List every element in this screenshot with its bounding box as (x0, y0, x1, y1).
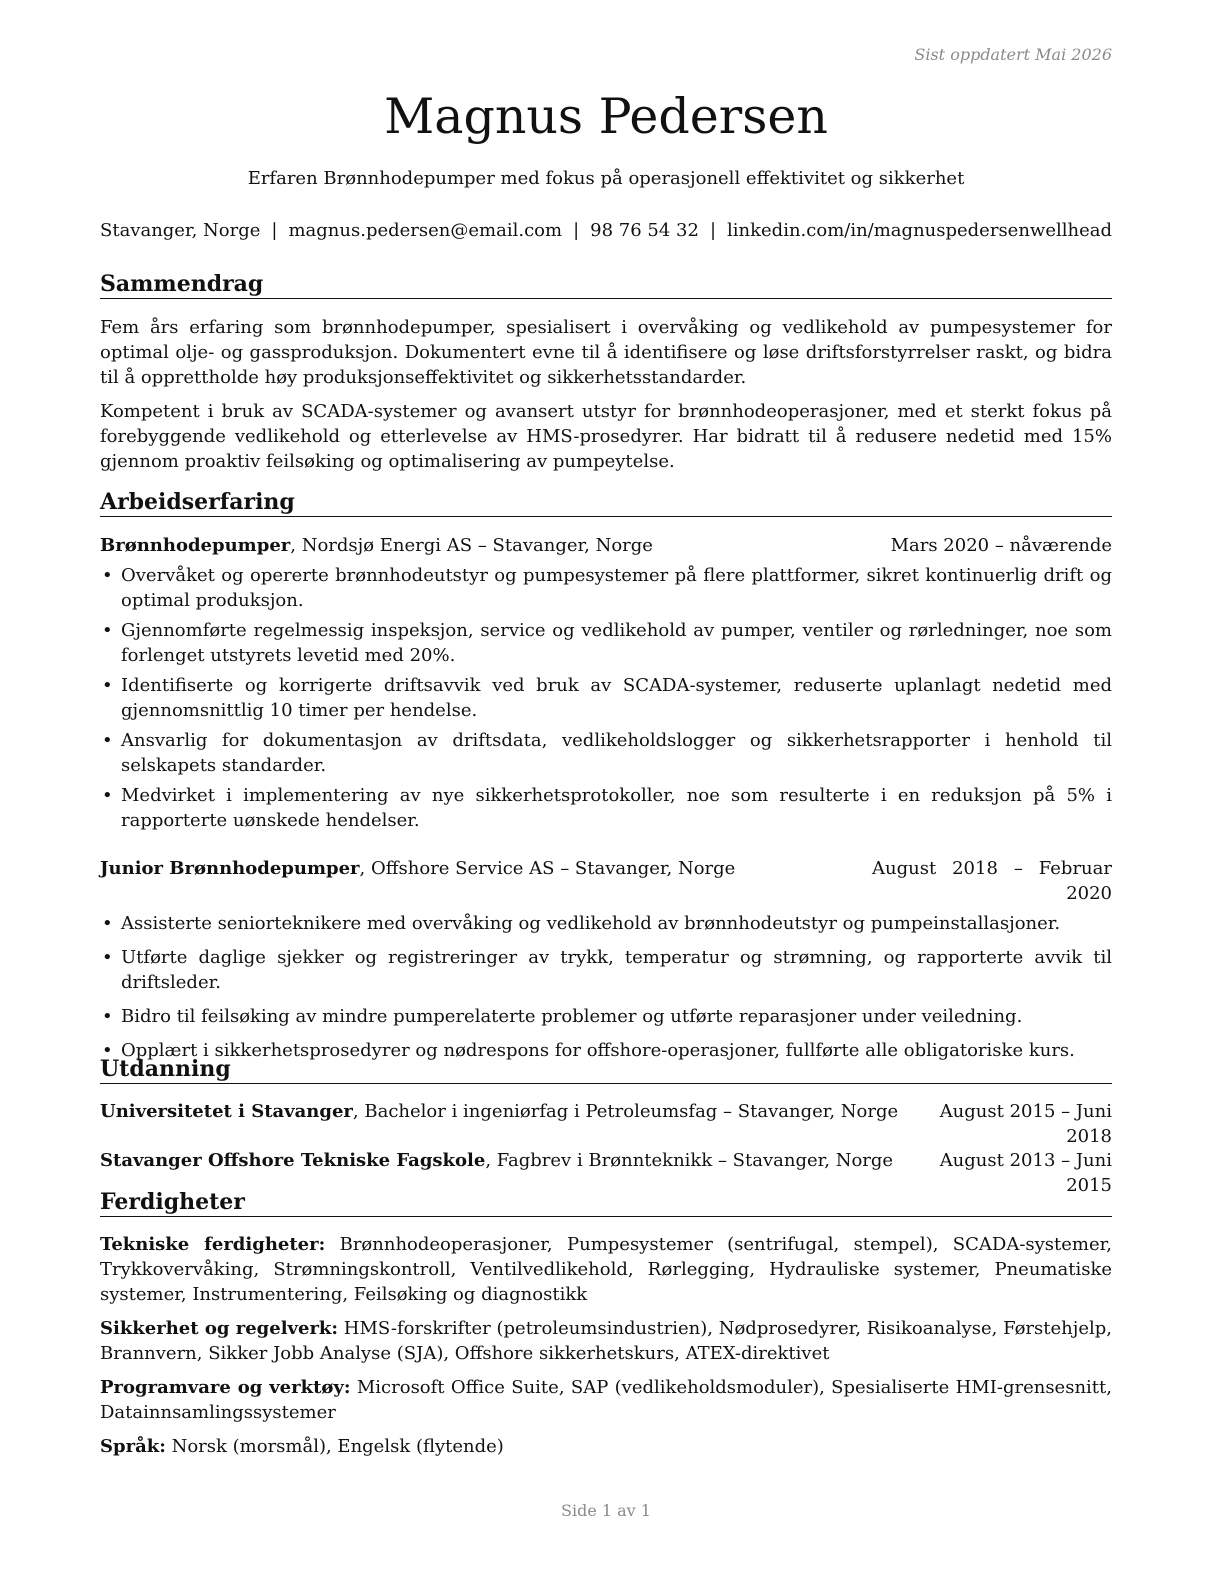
list-item: • Overvåket og opererte brønnhodeutstyr og pumpesystemer på flere plattformer, sikret kontinuerlig drift og optimal produksjon. (100, 563, 1112, 613)
skill-group (100, 1232, 1112, 1307)
skill-label: Tekniske ferdigheter: (100, 1234, 326, 1255)
skill-text: Norsk (morsmål), Engelsk (flytende) (165, 1436, 504, 1457)
education-school: Universitetet i Stavanger (100, 1101, 353, 1122)
education-degree: , Fagbrev i Brønnteknikk – Stavanger, Norge (485, 1150, 894, 1171)
contact-phone: 98 76 54 32 (590, 220, 699, 241)
contact-line (100, 219, 1112, 243)
skill-text: HMS-forskrifter (petroleumsindustrien), Nødprosedyrer, Risikoanalyse, Førstehjelp, Brannvern, Sikker Jobb Analyse (SJA), Offshore sikkerhetskurs, ATEX-direktivet (100, 1318, 1112, 1364)
job-role: Brønnhodepumper (100, 535, 291, 556)
skill-label: Sikkerhet og regelverk: (100, 1318, 339, 1339)
list-item: • Gjennomførte regelmessig inspeksjon, service og vedlikehold av pumper, ventiler og rørledninger, noe som forlenget utstyrets levetid med 20%. (100, 618, 1112, 668)
skill-label: Programvare og verktøy: (100, 1377, 351, 1398)
skill-text: Brønnhodeoperasjoner, Pumpesystemer (sentrifugal, stempel), SCADA-systemer, Trykkovervåking, Strømningskontroll, Ventilvedlikehold, Rørlegging, Hydrauliske systemer, Pneumatiske systemer, Instrumentering, Feilsøking og diagnostikk (100, 1234, 1112, 1305)
list-item: • Medvirket i implementering av nye sikkerhetsprotokoller, noe som resulterte i en reduksjon på 5% i rapporterte uønskede hendelser. (100, 783, 1112, 833)
job-title-line (100, 856, 735, 906)
education-dates: August 2015 – Juni 2018 (939, 1101, 1112, 1147)
resume-page (100, 0, 1112, 1584)
education-title-line (100, 1099, 898, 1149)
skill-group (100, 1316, 1112, 1366)
education-item (100, 1099, 1112, 1149)
contact-location: Stavanger, Norge (100, 220, 261, 241)
list-item: • Assisterte seniorteknikere med overvåking og vedlikehold av brønnhodeutstyr og pumpeinstallasjoner. (100, 911, 1112, 936)
last-updated: Sist oppdatert Mai 2026 (914, 45, 1112, 64)
list-item: • Bidro til feilsøking av mindre pumperelaterte problemer og utførte reparasjoner under veiledning. (100, 1004, 1112, 1029)
job-role: Junior Brønnhodepumper (100, 858, 360, 879)
section-title-experience: Arbeidserfaring (100, 488, 1112, 517)
candidate-name: Magnus Pedersen (384, 88, 828, 145)
job-title-line (100, 533, 653, 558)
contact-separator: | (271, 220, 278, 241)
job-bullets (100, 563, 1112, 833)
skill-label: Språk: (100, 1436, 166, 1457)
skill-text: Microsoft Office Suite, SAP (vedlikeholdsmoduler), Spesialiserte HMI-grensesnitt, Datainnsamlingssystemer (100, 1377, 1112, 1423)
list-item: • Identifiserte og korrigerte driftsavvik ved bruk av SCADA-systemer, reduserte uplanlagt nedetid med gjennomsnittlig 10 timer per hendelse. (100, 673, 1112, 723)
education-dates: August 2013 – Juni 2015 (939, 1150, 1112, 1196)
skill-group (100, 1434, 1112, 1459)
education-school: Stavanger Offshore Tekniske Fagskole (100, 1150, 486, 1171)
contact-separator: | (573, 220, 580, 241)
list-item: • Utførte daglige sjekker og registreringer av trykk, temperatur og strømning, og rapporterte avvik til driftsleder. (100, 945, 1112, 995)
list-item: • Ansvarlig for dokumentasjon av driftsdata, vedlikeholdslogger og sikkerhetsrapporter i henhold til selskapets standarder. (100, 728, 1112, 778)
job-dates: August 2018 – Februar 2020 (872, 858, 1112, 904)
headline: Erfaren Brønnhodepumper med fokus på operasjonell effektivitet og sikkerhet (247, 168, 965, 189)
section-title-education: Utdanning (100, 1055, 1112, 1084)
skill-group (100, 1375, 1112, 1425)
contact-separator: | (709, 220, 717, 241)
job-dates: Mars 2020 – nåværende (890, 535, 1112, 556)
job-company: , Nordsjø Energi AS – Stavanger, Norge (290, 535, 653, 556)
summary-paragraph: Fem års erfaring som brønnhodepumper, spesialisert i overvåking og vedlikehold av pumpesystemer for optimal olje- og gassproduksjon. Dokumentert evne til å identifisere og løse driftsforstyrrelser raskt, og bidra til å opprettholde høy produksjonseffektivitet og sikkerhetsstandarder. (100, 317, 1112, 388)
section-title-summary: Sammendrag (100, 270, 1112, 299)
summary-paragraph: Kompetent i bruk av SCADA-systemer og avansert utstyr for brønnhodeoperasjoner, med et sterkt fokus på forebyggende vedlikehold og etterlevelse av HMS-prosedyrer. Har bidratt til å redusere nedetid med 15% gjennom proaktiv feilsøking og optimalisering av pumpeytelse. (100, 401, 1112, 472)
contact-linkedin[interactable]: linkedin.com/in/magnuspedersenwellhead (727, 220, 1112, 241)
job-bullets (100, 911, 1112, 1063)
job-header (100, 533, 1112, 558)
job-company: , Offshore Service AS – Stavanger, Norge (359, 858, 736, 879)
page-number: Side 1 av 1 (561, 1501, 651, 1520)
list-item: • Opplært i sikkerhetsprosedyrer og nødrespons for offshore-operasjoner, fullførte alle obligatoriske kurs. (100, 1038, 1112, 1063)
contact-email[interactable]: magnus.pedersen@email.com (288, 220, 563, 241)
section-title-skills: Ferdigheter (100, 1188, 1112, 1217)
education-degree: , Bachelor i ingeniørfag i Petroleumsfag – Stavanger, Norge (352, 1101, 899, 1122)
job-header (100, 856, 1112, 906)
